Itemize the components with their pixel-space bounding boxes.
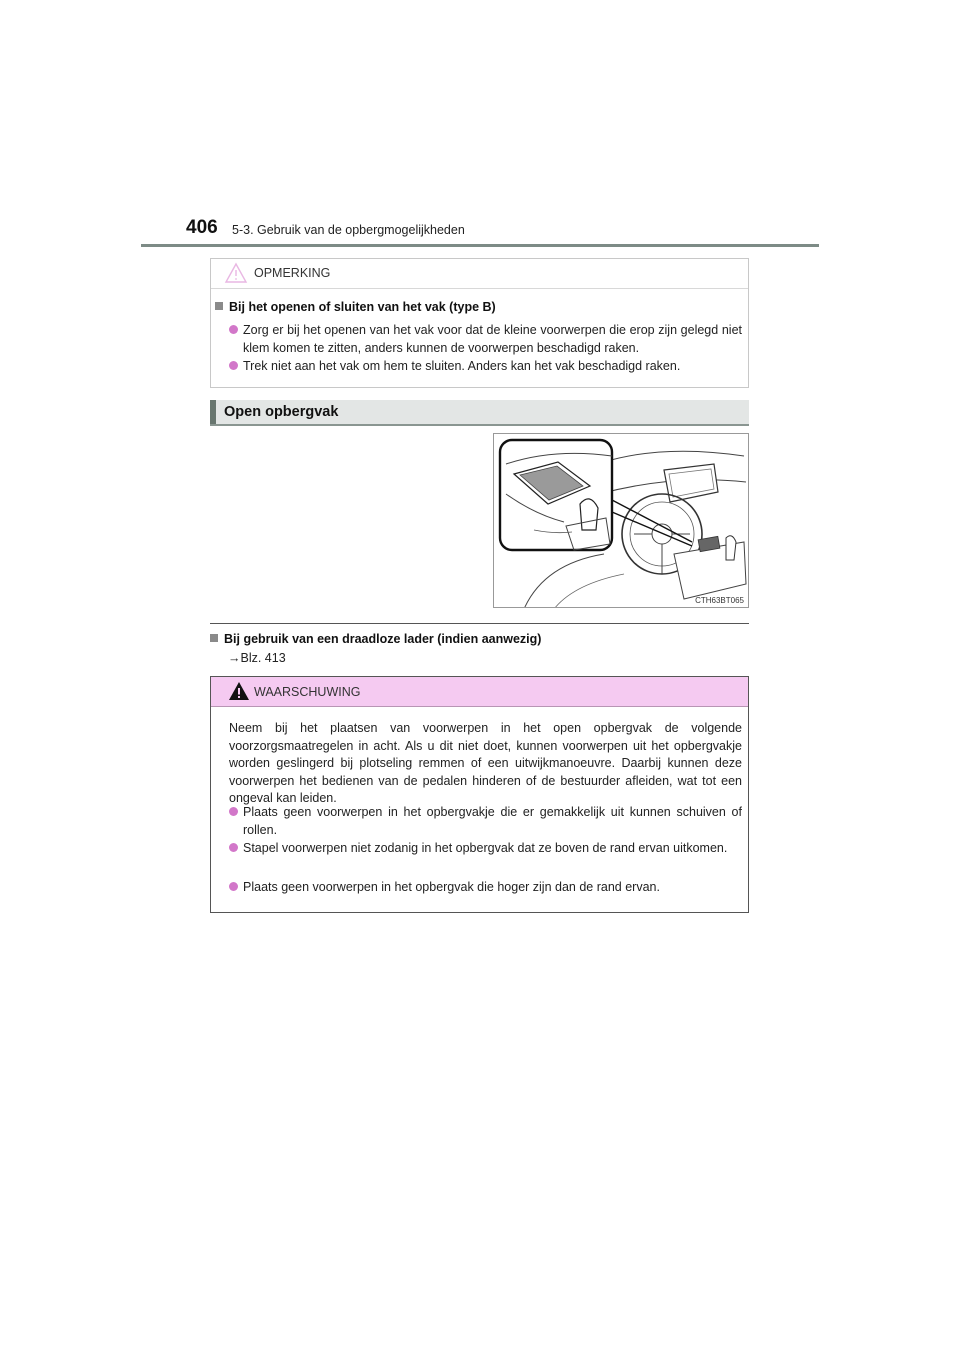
warning-bullet	[229, 803, 742, 839]
notice-label: OPMERKING	[254, 266, 331, 280]
warning-label: WAARSCHUWING	[254, 685, 361, 699]
page-header-title: 5-3. Gebruik van de opbergmogelijkheden	[232, 223, 465, 237]
warning-bullet-text: Plaats geen voorwerpen in het opbergvak die hoger zijn dan de rand ervan.	[243, 880, 660, 894]
notice-heading	[215, 300, 496, 314]
wireless-heading-text: Bij gebruik van een draadloze lader (indien aanwezig)	[224, 632, 542, 646]
square-bullet-icon	[210, 634, 218, 642]
notice-heading-text: Bij het openen of sluiten van het vak (type B)	[229, 300, 496, 314]
section-divider	[210, 623, 749, 624]
header-rule	[141, 244, 819, 247]
warning-intro-text: Neem bij het plaatsen van voorwerpen in het open opbergvak de volgende voorzorgsmaatregelen in acht. Als u dit niet doet, kunnen voorwerpen uit het opbergvakje worden geslingerd bij plotseling remmen of een uitwijkmanoeuvre. Daarbij kunnen deze voorwerpen het bedienen van de pedalen hinderen of de bestuurder afleiden, wat tot een ongeval kan leiden.	[229, 721, 742, 805]
bullet-dot-icon	[229, 843, 238, 852]
notice-bullet	[229, 357, 742, 375]
warning-bullet	[229, 839, 742, 857]
warning-triangle-icon	[228, 681, 250, 701]
wireless-charger-heading	[210, 632, 541, 646]
warning-bullet-text: Plaats geen voorwerpen in het opbergvakje die er gemakkelijk uit kunnen schuiven of rollen.	[243, 805, 742, 837]
notice-bullet	[229, 321, 742, 357]
section-title: Open opbergvak	[224, 404, 339, 420]
bullet-dot-icon	[229, 807, 238, 816]
figure-code: CTH63BT065	[695, 596, 744, 605]
bullet-dot-icon	[229, 361, 238, 370]
notice-bullet-text: Zorg er bij het openen van het vak voor dat de kleine voorwerpen die erop zijn gelegd niet klem komen te zitten, anders kunnen de voorwerpen beschadigd raken.	[243, 323, 742, 355]
car-interior-drawing	[494, 434, 749, 608]
warning-header	[211, 677, 748, 707]
square-bullet-icon	[215, 302, 223, 310]
bullet-dot-icon	[229, 882, 238, 891]
section-accent	[210, 400, 216, 424]
caution-outline-icon	[224, 262, 248, 284]
notice-box	[210, 258, 749, 388]
warning-bullet	[229, 878, 742, 896]
page-number: 406	[186, 217, 218, 238]
section-heading-bar	[210, 400, 749, 426]
bullet-dot-icon	[229, 325, 238, 334]
notice-header	[211, 259, 748, 289]
warning-bullet-text: Stapel voorwerpen niet zodanig in het opbergvak dat ze boven de rand ervan uitkomen.	[243, 841, 728, 855]
page-reference: →Blz. 413	[228, 651, 286, 665]
notice-bullet-text: Trek niet aan het vak om hem te sluiten. Anders kan het vak beschadigd raken.	[243, 359, 681, 373]
warning-box	[210, 676, 749, 913]
open-tray-illustration	[493, 433, 749, 608]
